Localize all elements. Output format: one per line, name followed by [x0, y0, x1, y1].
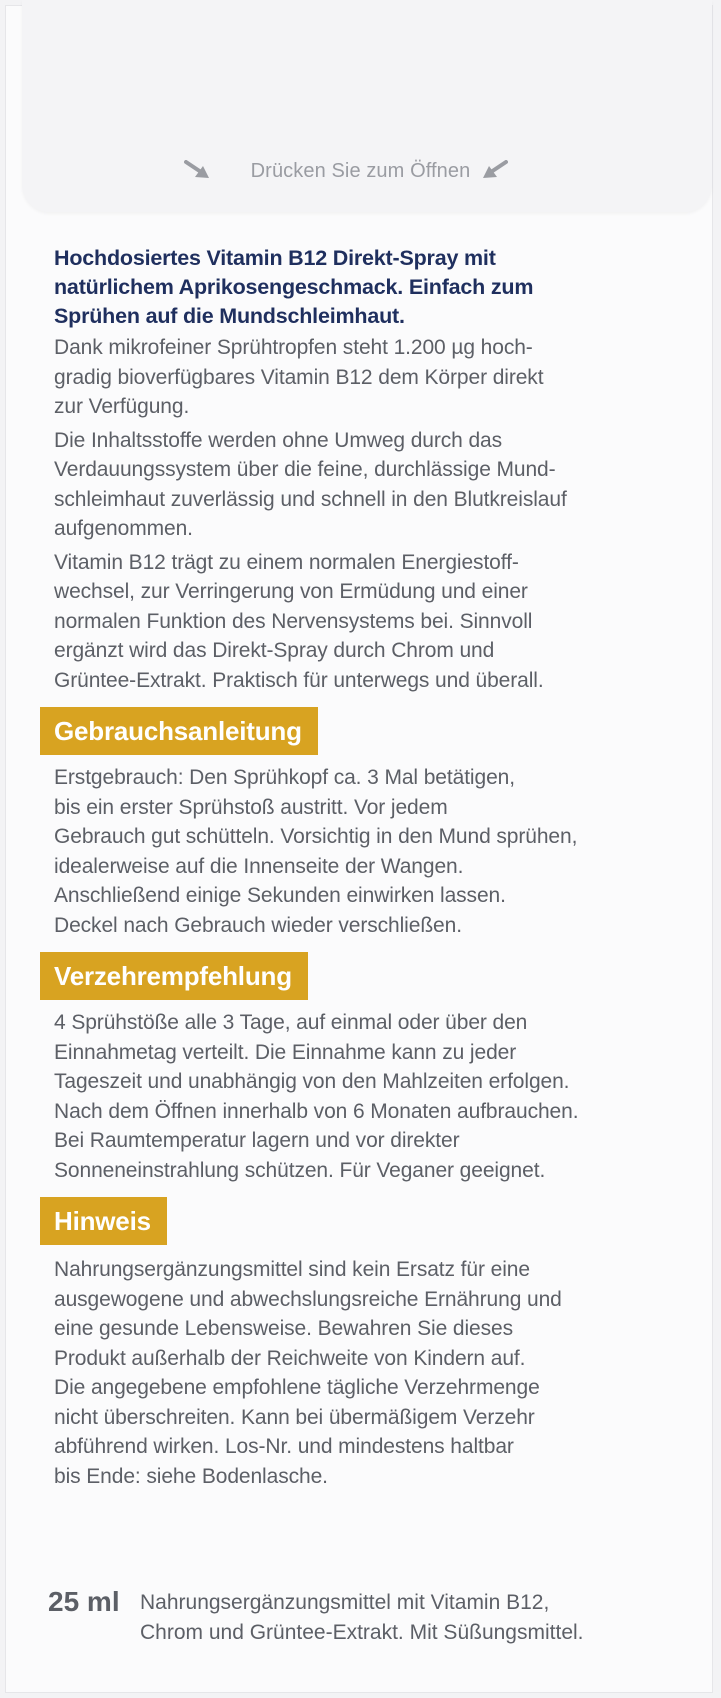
paragraph-line: Sonneneinstrahlung schützen. Für Veganer geeignet. [54, 1158, 546, 1182]
paragraph-line: schleimhaut zuverlässig und schnell in den Blutkreislauf [54, 487, 567, 511]
section-text-notice [54, 1255, 674, 1491]
footer [48, 1586, 688, 1648]
intro-line: natürlichem Aprikosengeschmack. Einfach zum [54, 275, 534, 299]
intro-line: Sprühen auf die Mundschleimhaut. [54, 304, 405, 328]
paragraph-line: abführend wirken. Los-Nr. und mindestens haltbar [54, 1435, 514, 1458]
paragraph-line: Anschließend einige Sekunden einwirken lassen. [54, 884, 506, 907]
open-hint-text: Drücken Sie zum Öffnen [250, 160, 471, 182]
paragraph-line: Nahrungsergänzungsmittel sind kein Ersatz für eine [54, 1258, 530, 1281]
paragraph-line: Dank mikrofeiner Sprühtropfen steht 1.200 µg hoch- [54, 336, 533, 359]
section-heading-notice: Hinweis [40, 1197, 167, 1245]
paragraph-line: zur Verfügung. [54, 395, 190, 418]
paragraph-line: Deckel nach Gebrauch wieder verschließen. [54, 913, 462, 937]
volume-label: 25 ml [48, 1586, 120, 1617]
paragraph-line: 4 Sprühstöße alle 3 Tage, auf einmal oder über den [54, 1011, 528, 1034]
description-content [54, 244, 674, 1491]
paragraph-line: Produkt außerhalb der Reichweite von Kindern auf. [54, 1346, 526, 1370]
section-heading-recommendation: Verzehrempfehlung [40, 952, 308, 1000]
intro-line: Hochdosiertes Vitamin B12 Direkt-Spray mit [54, 246, 496, 270]
paragraph-line: wechsel, zur Verringerung von Ermüdung und einer [54, 580, 528, 603]
paragraph-line: Vitamin B12 trägt zu einem normalen Energiestoff- [54, 550, 519, 574]
paragraph-line: Erstgebrauch: Den Sprühkopf ca. 3 Mal betätigen, [54, 766, 515, 789]
paragraph-line: Die angegebene empfohlene tägliche Verzehrmenge [54, 1376, 540, 1399]
paragraph-benefits [54, 548, 674, 696]
paragraph-line: eine gesunde Lebensweise. Bewahren Sie dieses [54, 1317, 513, 1340]
paragraph-line: normalen Funktion des Nervensystems bei. Sinnvoll [54, 609, 533, 633]
paragraph-line: Die Inhaltsstoffe werden ohne Umweg durch das [54, 428, 503, 452]
section-heading-usage: Gebrauchsanleitung [40, 707, 318, 755]
paragraph-line: gradig bioverfügbares Vitamin B12 dem Körper direkt [54, 365, 544, 389]
paragraph-line: idealerweise auf die Innenseite der Wangen. [54, 854, 464, 878]
paragraph-absorption [54, 426, 674, 544]
paragraph-line: Tageszeit und unabhängig von den Mahlzeiten erfolgen. [54, 1070, 570, 1093]
section-text-usage [54, 763, 674, 940]
paragraph-line: Gebrauch gut schütteln. Vorsichtig in den Mund sprühen, [54, 825, 578, 848]
footer-line: Chrom und Grüntee-Extrakt. Mit Süßungsmittel. [140, 1621, 584, 1644]
paragraph-line: Bei Raumtemperatur lagern und vor direkter [54, 1129, 460, 1152]
section-text-recommendation [54, 1008, 674, 1185]
paragraph-line: ausgewogene und abwechslungsreiche Ernährung und [54, 1287, 562, 1311]
paragraph-line: Einnahmetag verteilt. Die Einnahme kann zu jeder [54, 1040, 517, 1064]
paragraph-line: bis ein erster Sprühstoß austritt. Vor jedem [54, 795, 448, 819]
paragraph-line: aufgenommen. [54, 517, 193, 540]
intro-text [54, 244, 674, 331]
paragraph-dosage [54, 333, 674, 422]
paragraph-line: Nach dem Öffnen innerhalb von 6 Monaten aufbrauchen. [54, 1099, 579, 1123]
product-descriptor [140, 1586, 584, 1648]
footer-line: Nahrungsergänzungsmittel mit Vitamin B12, [140, 1591, 550, 1614]
paragraph-line: ergänzt wird das Direkt-Spray durch Chrom und [54, 639, 495, 662]
paragraph-line: nicht überschreiten. Kann bei übermäßigem Verzehr [54, 1405, 535, 1429]
paragraph-line: Verdauungssystem über die feine, durchlässige Mund- [54, 458, 556, 481]
paragraph-line: bis Ende: siehe Bodenlasche. [54, 1464, 328, 1488]
paragraph-line: Grüntee-Extrakt. Praktisch für unterwegs und überall. [54, 668, 544, 692]
